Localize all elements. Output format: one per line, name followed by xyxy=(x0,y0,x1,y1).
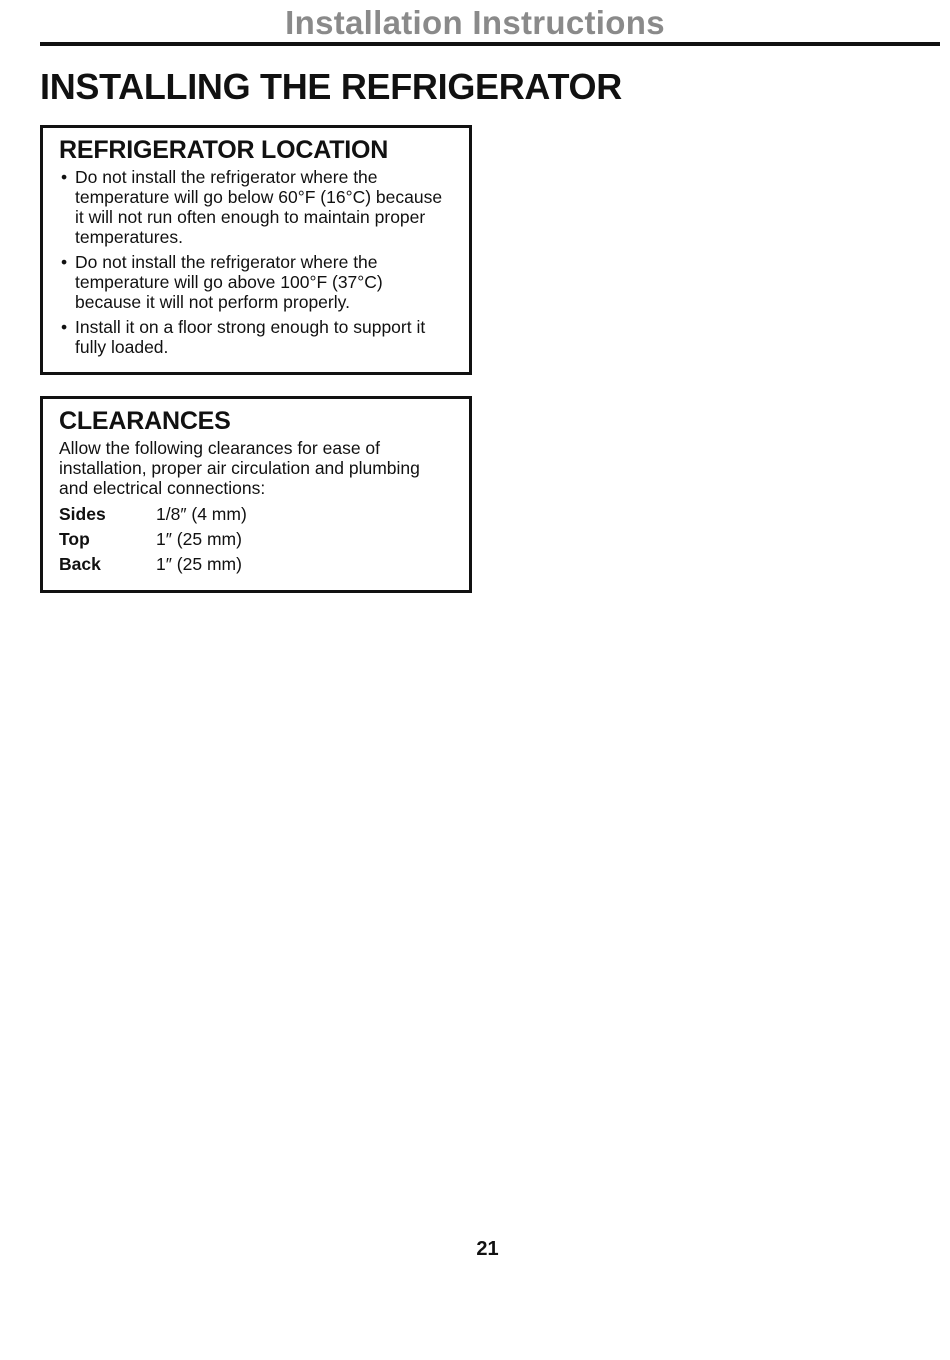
bullet-text: Do not install the refrigerator where the temperature will go above 100°F (37°C) because it will not perform properly. xyxy=(75,252,383,312)
clearances-heading: CLEARANCES xyxy=(59,407,231,435)
clearance-row-back xyxy=(59,552,453,577)
clearance-label: Sides xyxy=(59,504,106,524)
clearance-row-sides xyxy=(59,502,453,527)
clearances-intro: Allow the following clearances for ease of installation, proper air circulation and plumbing and electrical connections: xyxy=(59,438,420,498)
clearance-label: Top xyxy=(59,529,90,549)
location-heading: REFRIGERATOR LOCATION xyxy=(59,136,389,164)
list-item xyxy=(59,317,453,357)
section-title: INSTALLING THE REFRIGERATOR xyxy=(40,66,622,107)
clearance-value: 1/8″ (4 mm) xyxy=(156,504,247,524)
clearance-value: 1″ (25 mm) xyxy=(156,554,242,574)
bullet-icon: • xyxy=(61,252,68,272)
header-divider xyxy=(40,42,940,46)
bullet-text: Do not install the refrigerator where the temperature will go below 60°F (16°C) because it will not run often enough to maintain proper temperatures. xyxy=(75,167,443,247)
clearance-value: 1″ (25 mm) xyxy=(156,529,242,549)
refrigerator-location-box xyxy=(40,125,472,375)
location-bullet-list xyxy=(59,167,453,357)
bullet-icon: • xyxy=(61,317,68,337)
page-number: 21 xyxy=(476,1238,499,1260)
bullet-text: Install it on a floor strong enough to support it fully loaded. xyxy=(75,317,426,357)
page-header-title: Installation Instructions xyxy=(285,4,665,41)
clearance-label: Back xyxy=(59,554,101,574)
clearance-row-top xyxy=(59,527,453,552)
bullet-icon: • xyxy=(61,167,68,187)
list-item xyxy=(59,252,453,312)
clearances-box xyxy=(40,396,472,593)
list-item xyxy=(59,167,453,247)
